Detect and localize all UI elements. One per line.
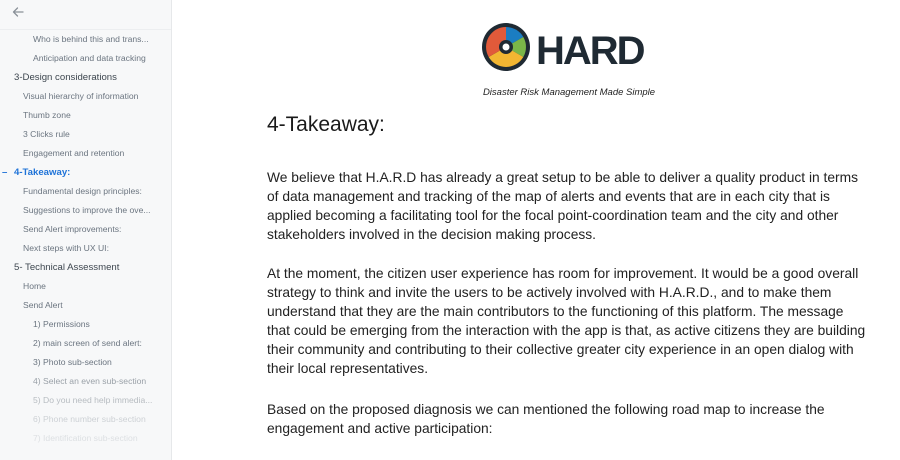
toc-item-need-help[interactable]: 5) Do you need help immedia... bbox=[33, 395, 153, 405]
toc-item-technical-assessment[interactable]: 5- Technical Assessment bbox=[14, 262, 120, 273]
active-marker: – bbox=[2, 167, 8, 178]
toc-item-home[interactable]: Home bbox=[23, 281, 46, 291]
toc-item-visual-hierarchy[interactable]: Visual hierarchy of information bbox=[23, 91, 139, 101]
toc-item-next-steps[interactable]: Next steps with UX UI: bbox=[23, 243, 109, 253]
paragraph-3: Based on the proposed diagnosis we can mentioned the following road map to increase the engagement and active participation: bbox=[267, 402, 825, 436]
toc-item-permissions[interactable]: 1) Permissions bbox=[33, 319, 90, 329]
toc-item-who-is-behind[interactable]: Who is behind this and trans... bbox=[33, 34, 149, 44]
logo-mark-icon bbox=[482, 23, 530, 71]
toc-item-anticipation[interactable]: Anticipation and data tracking bbox=[33, 53, 146, 63]
tagline: Disaster Risk Management Made Simple bbox=[482, 87, 656, 98]
toc-item-3-clicks-rule[interactable]: 3 Clicks rule bbox=[23, 129, 70, 139]
toc-item-photo-sub-section[interactable]: 3) Photo sub-section bbox=[33, 357, 112, 367]
toc-item-phone-number[interactable]: 6) Phone number sub-section bbox=[33, 414, 146, 424]
toc-item-select-event[interactable]: 4) Select an even sub-section bbox=[33, 376, 147, 386]
paragraph-2: At the moment, the citizen user experience has room for improvement. It would be a good overall strategy to think and invite the users to be actively involved with H.A.R.D., and to make them understand that they are the main contributors to the functioning of this platform. The message that could be emerging from the interaction with the app is that, as active citizens they are building their community and contributing to their collective greater city experience in an open dialog with their local representatives. bbox=[267, 266, 866, 376]
back-arrow-icon[interactable] bbox=[11, 5, 25, 19]
toc-item-suggestions[interactable]: Suggestions to improve the ove... bbox=[23, 205, 151, 215]
toc-item-send-alert[interactable]: Send Alert bbox=[23, 300, 63, 310]
toc-item-takeaway-label: 4-Takeaway: bbox=[14, 167, 71, 178]
paragraph-1: We believe that H.A.R.D has already a great setup to be able to deliver a quality product in terms of data management and tracking of the map of alerts and events that are in each city that is applied becoming a facilitating tool for the focal point-coordination team and the city and other stakeholders involved in the decision making process. bbox=[267, 170, 859, 242]
toc-item-design-considerations[interactable]: 3-Design considerations bbox=[14, 72, 117, 83]
section-heading: 4-Takeaway: bbox=[267, 113, 385, 136]
toc-item-engagement[interactable]: Engagement and retention bbox=[23, 148, 125, 158]
toc-item-identification[interactable]: 7) Identification sub-section bbox=[33, 433, 138, 443]
toc-item-send-alert-improvements[interactable]: Send Alert improvements: bbox=[23, 224, 122, 234]
sidebar-header bbox=[0, 0, 171, 30]
hard-logo bbox=[481, 22, 656, 72]
svg-text:HARD: HARD bbox=[536, 29, 644, 72]
main-content bbox=[171, 0, 900, 460]
table-of-contents bbox=[0, 30, 171, 448]
toc-item-fundamental-principles[interactable]: Fundamental design principles: bbox=[23, 186, 142, 196]
toc-item-takeaway[interactable] bbox=[0, 163, 171, 182]
toc-item-main-screen[interactable]: 2) main screen of send alert: bbox=[33, 338, 142, 348]
toc-item-thumb-zone[interactable]: Thumb zone bbox=[23, 110, 71, 120]
sidebar-toc bbox=[0, 0, 172, 460]
